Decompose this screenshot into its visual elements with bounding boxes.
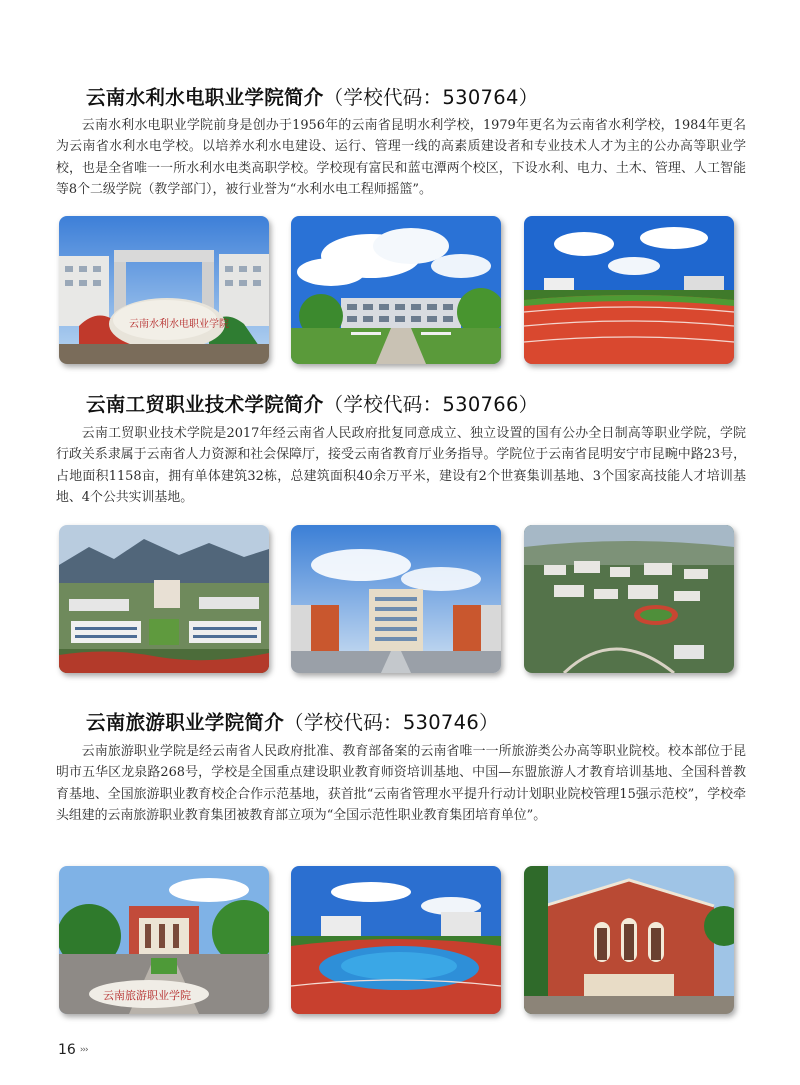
photo-campus-gate-stone: [59, 216, 269, 364]
section-1-photos: [0, 216, 800, 366]
stone-inscription-3: 云南旅游职业学院: [103, 989, 191, 1002]
section-2-body: 云南工贸职业技术学院是2017年经云南省人民政府批复同意成立、独立设置的国有公办全日制高等职业学院，学院行政关系隶属于云南省人力资源和社会保障厅，接受云南省教育厅业务指导。学院位于云南省昆明安宁市昆畹中路23号，占地面积1158亩，拥有单体建筑32栋，总建筑面积40余万平米，建设有2个世赛集训基地、3个国家高技能人才培训基地、4个公共实训基地。: [56, 426, 746, 506]
section-1-title-text: 云南水利水电职业学院简介: [86, 86, 324, 109]
section-2-title: [86, 389, 538, 417]
section-3-school-code: （学校代码：530746）: [284, 711, 499, 734]
section-2-school-code: （学校代码：530766）: [323, 393, 539, 416]
photo-auditorium: [524, 866, 734, 1014]
photo-sports-field: [524, 216, 734, 364]
page-arrows-icon: ›››: [79, 1045, 88, 1055]
page-number-value: 16: [58, 1042, 76, 1058]
section-1-title: [86, 82, 538, 110]
photo-track-field: [291, 866, 501, 1014]
section-1-school-code: （学校代码：530764）: [323, 86, 539, 109]
section-2-title-text: 云南工贸职业技术学院简介: [86, 393, 324, 416]
photo-teaching-building: [291, 216, 501, 364]
section-3-body: 云南旅游职业学院是经云南省人民政府批准、教育部备案的云南省唯一一所旅游类公办高等职业院校。校本部位于昆明市五华区龙泉路268号，学校是全国重点建设职业教育师资培训基地、中国—东盟旅游人才教育培训基地、全国科普教育基地、全国旅游职业教育校企合作示范基地，获首批“云南省管理水平提升行动计划职业院校管理15强示范校”，学校牵头组建的云南旅游职业教育集团被教育部立项为“全国示范性职业教育集团培育单位”。: [56, 744, 746, 824]
section-3-title-text: 云南旅游职业学院简介: [86, 711, 285, 734]
page-number: [58, 1042, 88, 1058]
photo-campus-panorama: [59, 525, 269, 673]
photo-aerial-view: [524, 525, 734, 673]
section-2-photos: [0, 525, 800, 675]
section-1-body: 云南水利水电职业学院前身是创办于1956年的云南省昆明水利学校，1979年更名为云南省水利学校，1984年更名为云南省水利水电学校。以培养水利水电建设、运行、管理一线的高素质建设者和专业技术人才为主的公办高等职业学校，也是全省唯一一所水利水电类高职学校。学校现有富民和蓝屯潭两个校区，下设水利、电力、土木、管理、人工智能等8个二级学院（教学部门），被行业誉为“水利水电工程师摇篮”。: [56, 118, 746, 198]
section-3-photos: [0, 866, 800, 1016]
stone-inscription-1: 云南水利水电职业学院: [129, 319, 229, 330]
photo-tourism-campus-gate: [59, 866, 269, 1014]
section-3-title: [86, 707, 499, 735]
photo-main-building: [291, 525, 501, 673]
